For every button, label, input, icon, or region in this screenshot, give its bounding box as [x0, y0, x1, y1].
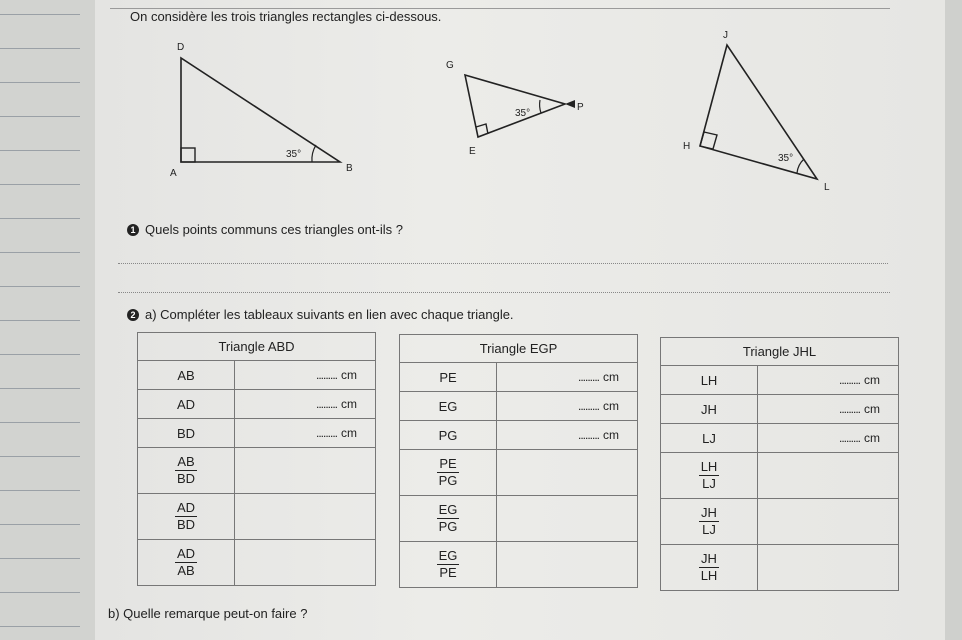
angle-label-jhl: 35° [778, 153, 794, 164]
question-2 [127, 307, 514, 322]
row-value-cell[interactable] [235, 390, 376, 419]
fill-dots: ......... [315, 397, 337, 411]
question-1-text: Quels points communs ces triangles ont-ils ? [145, 222, 403, 237]
table-jhl [660, 337, 899, 591]
row-key: JH [661, 395, 758, 424]
triangle-jhl-shape [700, 45, 817, 179]
fraction-cell [138, 494, 235, 540]
vertex-h-label: H [683, 141, 691, 152]
fill-dots: ......... [577, 428, 599, 442]
fraction [699, 459, 720, 492]
row-key: LH [661, 366, 758, 395]
denominator: LJ [702, 522, 716, 537]
table-row [400, 363, 638, 392]
table-row [138, 540, 376, 586]
fraction [437, 502, 460, 535]
row-value-cell[interactable] [235, 361, 376, 390]
table-row [138, 390, 376, 419]
denominator: LH [700, 568, 718, 583]
triangle-abd-shape [181, 58, 340, 162]
unit-label: cm [603, 370, 619, 384]
vertex-b-label: B [346, 163, 353, 174]
row-value-cell[interactable] [758, 395, 899, 424]
ratio-value-cell[interactable] [235, 540, 376, 586]
table-abd [137, 332, 376, 586]
unit-label: cm [341, 368, 357, 382]
table-row [400, 542, 638, 588]
table-row [661, 366, 899, 395]
fill-dots: ......... [838, 402, 860, 416]
angle-label-abd: 35° [286, 149, 302, 160]
vertex-arrow [565, 100, 575, 108]
numerator: JH [699, 551, 720, 568]
numerator: EG [438, 548, 458, 563]
answer-line-1[interactable] [118, 263, 888, 264]
row-key: PG [400, 421, 497, 450]
fill-dots: ......... [838, 373, 860, 387]
angle-arc [312, 145, 316, 162]
unit-label: cm [864, 373, 880, 387]
table-row [661, 453, 899, 499]
denominator: AB [177, 563, 195, 578]
table-row [138, 448, 376, 494]
triangle-figures [0, 0, 962, 220]
margin-rule [0, 320, 80, 321]
fraction-cell [400, 450, 497, 496]
table-row [400, 421, 638, 450]
numerator: AB [175, 454, 197, 471]
numerator: LH [700, 459, 718, 474]
vertex-e-label: E [469, 146, 476, 157]
ratio-value-cell[interactable] [758, 453, 899, 499]
numerator: JH [701, 505, 717, 520]
triangle-jhl [683, 30, 830, 193]
row-value-cell[interactable] [235, 419, 376, 448]
table-abd-title: Triangle ABD [138, 333, 376, 361]
table-row [138, 419, 376, 448]
row-key: PE [400, 363, 497, 392]
fill-dots: ......... [838, 431, 860, 445]
denominator: PG [438, 519, 458, 534]
ratio-value-cell[interactable] [497, 496, 638, 542]
fraction-cell [138, 448, 235, 494]
ratio-value-cell[interactable] [758, 499, 899, 545]
unit-label: cm [603, 399, 619, 413]
row-value-cell[interactable] [497, 363, 638, 392]
angle-arc [540, 100, 541, 113]
row-value-cell[interactable] [758, 366, 899, 395]
vertex-p-label: P [577, 102, 584, 113]
denominator: LJ [702, 476, 716, 491]
table-row [400, 392, 638, 421]
intro-text: On considère les trois triangles rectangles ci-dessous. [130, 9, 442, 24]
angle-arc [797, 159, 804, 173]
ratio-value-cell[interactable] [497, 450, 638, 496]
fraction-cell [661, 545, 758, 591]
table-egp [399, 334, 638, 588]
table-row [661, 545, 899, 591]
numerator: EG [438, 502, 458, 517]
fraction [175, 546, 197, 579]
row-key: BD [138, 419, 235, 448]
denominator: PE [439, 565, 457, 580]
fill-dots: ......... [577, 370, 599, 384]
row-key: LJ [661, 424, 758, 453]
row-key: EG [400, 392, 497, 421]
row-value-cell[interactable] [758, 424, 899, 453]
ratio-value-cell[interactable] [758, 545, 899, 591]
margin-rule [0, 388, 80, 389]
numerator: PE [437, 456, 460, 473]
table-jhl-title: Triangle JHL [661, 338, 899, 366]
margin-rule [0, 558, 80, 559]
fraction [699, 505, 719, 538]
margin-rule [0, 626, 80, 627]
fraction-cell [400, 542, 497, 588]
margin-rule [0, 592, 80, 593]
fill-dots: ......... [315, 426, 337, 440]
table-row [400, 496, 638, 542]
table-row [661, 395, 899, 424]
table-row [138, 494, 376, 540]
unit-label: cm [341, 397, 357, 411]
right-angle-mark [181, 148, 195, 162]
vertex-l-label: L [824, 182, 830, 193]
vertex-d-label: D [177, 42, 185, 53]
unit-label: cm [864, 402, 880, 416]
table-egp-title: Triangle EGP [400, 335, 638, 363]
question-1-number: 1 [127, 224, 139, 236]
fraction-cell [400, 496, 497, 542]
question-2-number: 2 [127, 309, 139, 321]
fraction [175, 500, 197, 533]
margin-rule [0, 354, 80, 355]
ratio-value-cell[interactable] [235, 494, 376, 540]
table-row [661, 499, 899, 545]
denominator: PG [438, 473, 458, 488]
question-1 [127, 222, 403, 237]
angle-label-egp: 35° [515, 108, 531, 119]
fraction [437, 548, 460, 581]
vertex-g-label: G [446, 60, 454, 71]
triangle-abd [170, 42, 353, 179]
denominator: BD [176, 471, 196, 486]
margin-rule [0, 422, 80, 423]
row-value-cell[interactable] [497, 421, 638, 450]
triangle-egp [446, 60, 584, 157]
unit-label: cm [603, 428, 619, 442]
table-row [138, 361, 376, 390]
numerator: AD [176, 500, 196, 515]
vertex-a-label: A [170, 168, 177, 179]
table-row [661, 424, 899, 453]
fraction [699, 551, 720, 584]
ratio-value-cell[interactable] [497, 542, 638, 588]
margin-rule [0, 252, 80, 253]
row-key: AD [138, 390, 235, 419]
denominator: BD [176, 517, 196, 532]
row-key: AB [138, 361, 235, 390]
margin-rule [0, 456, 80, 457]
fraction-cell [138, 540, 235, 586]
row-value-cell[interactable] [497, 392, 638, 421]
fraction [437, 456, 460, 489]
unit-label: cm [864, 431, 880, 445]
triangle-egp-shape [465, 75, 565, 137]
margin-rule [0, 490, 80, 491]
margin-rule [0, 286, 80, 287]
question-2-text: a) Compléter les tableaux suivants en lien avec chaque triangle. [145, 307, 514, 322]
fraction-cell [661, 453, 758, 499]
fraction-cell [661, 499, 758, 545]
fill-dots: ......... [315, 368, 337, 382]
margin-rule [0, 524, 80, 525]
ratio-value-cell[interactable] [235, 448, 376, 494]
question-3: b) Quelle remarque peut-on faire ? [108, 606, 308, 621]
fraction [175, 454, 197, 487]
unit-label: cm [341, 426, 357, 440]
right-angle-mark [700, 132, 717, 149]
fill-dots: ......... [577, 399, 599, 413]
answer-line-2[interactable] [118, 292, 890, 293]
numerator: AD [176, 546, 196, 561]
vertex-j-label: J [723, 30, 728, 41]
table-row [400, 450, 638, 496]
